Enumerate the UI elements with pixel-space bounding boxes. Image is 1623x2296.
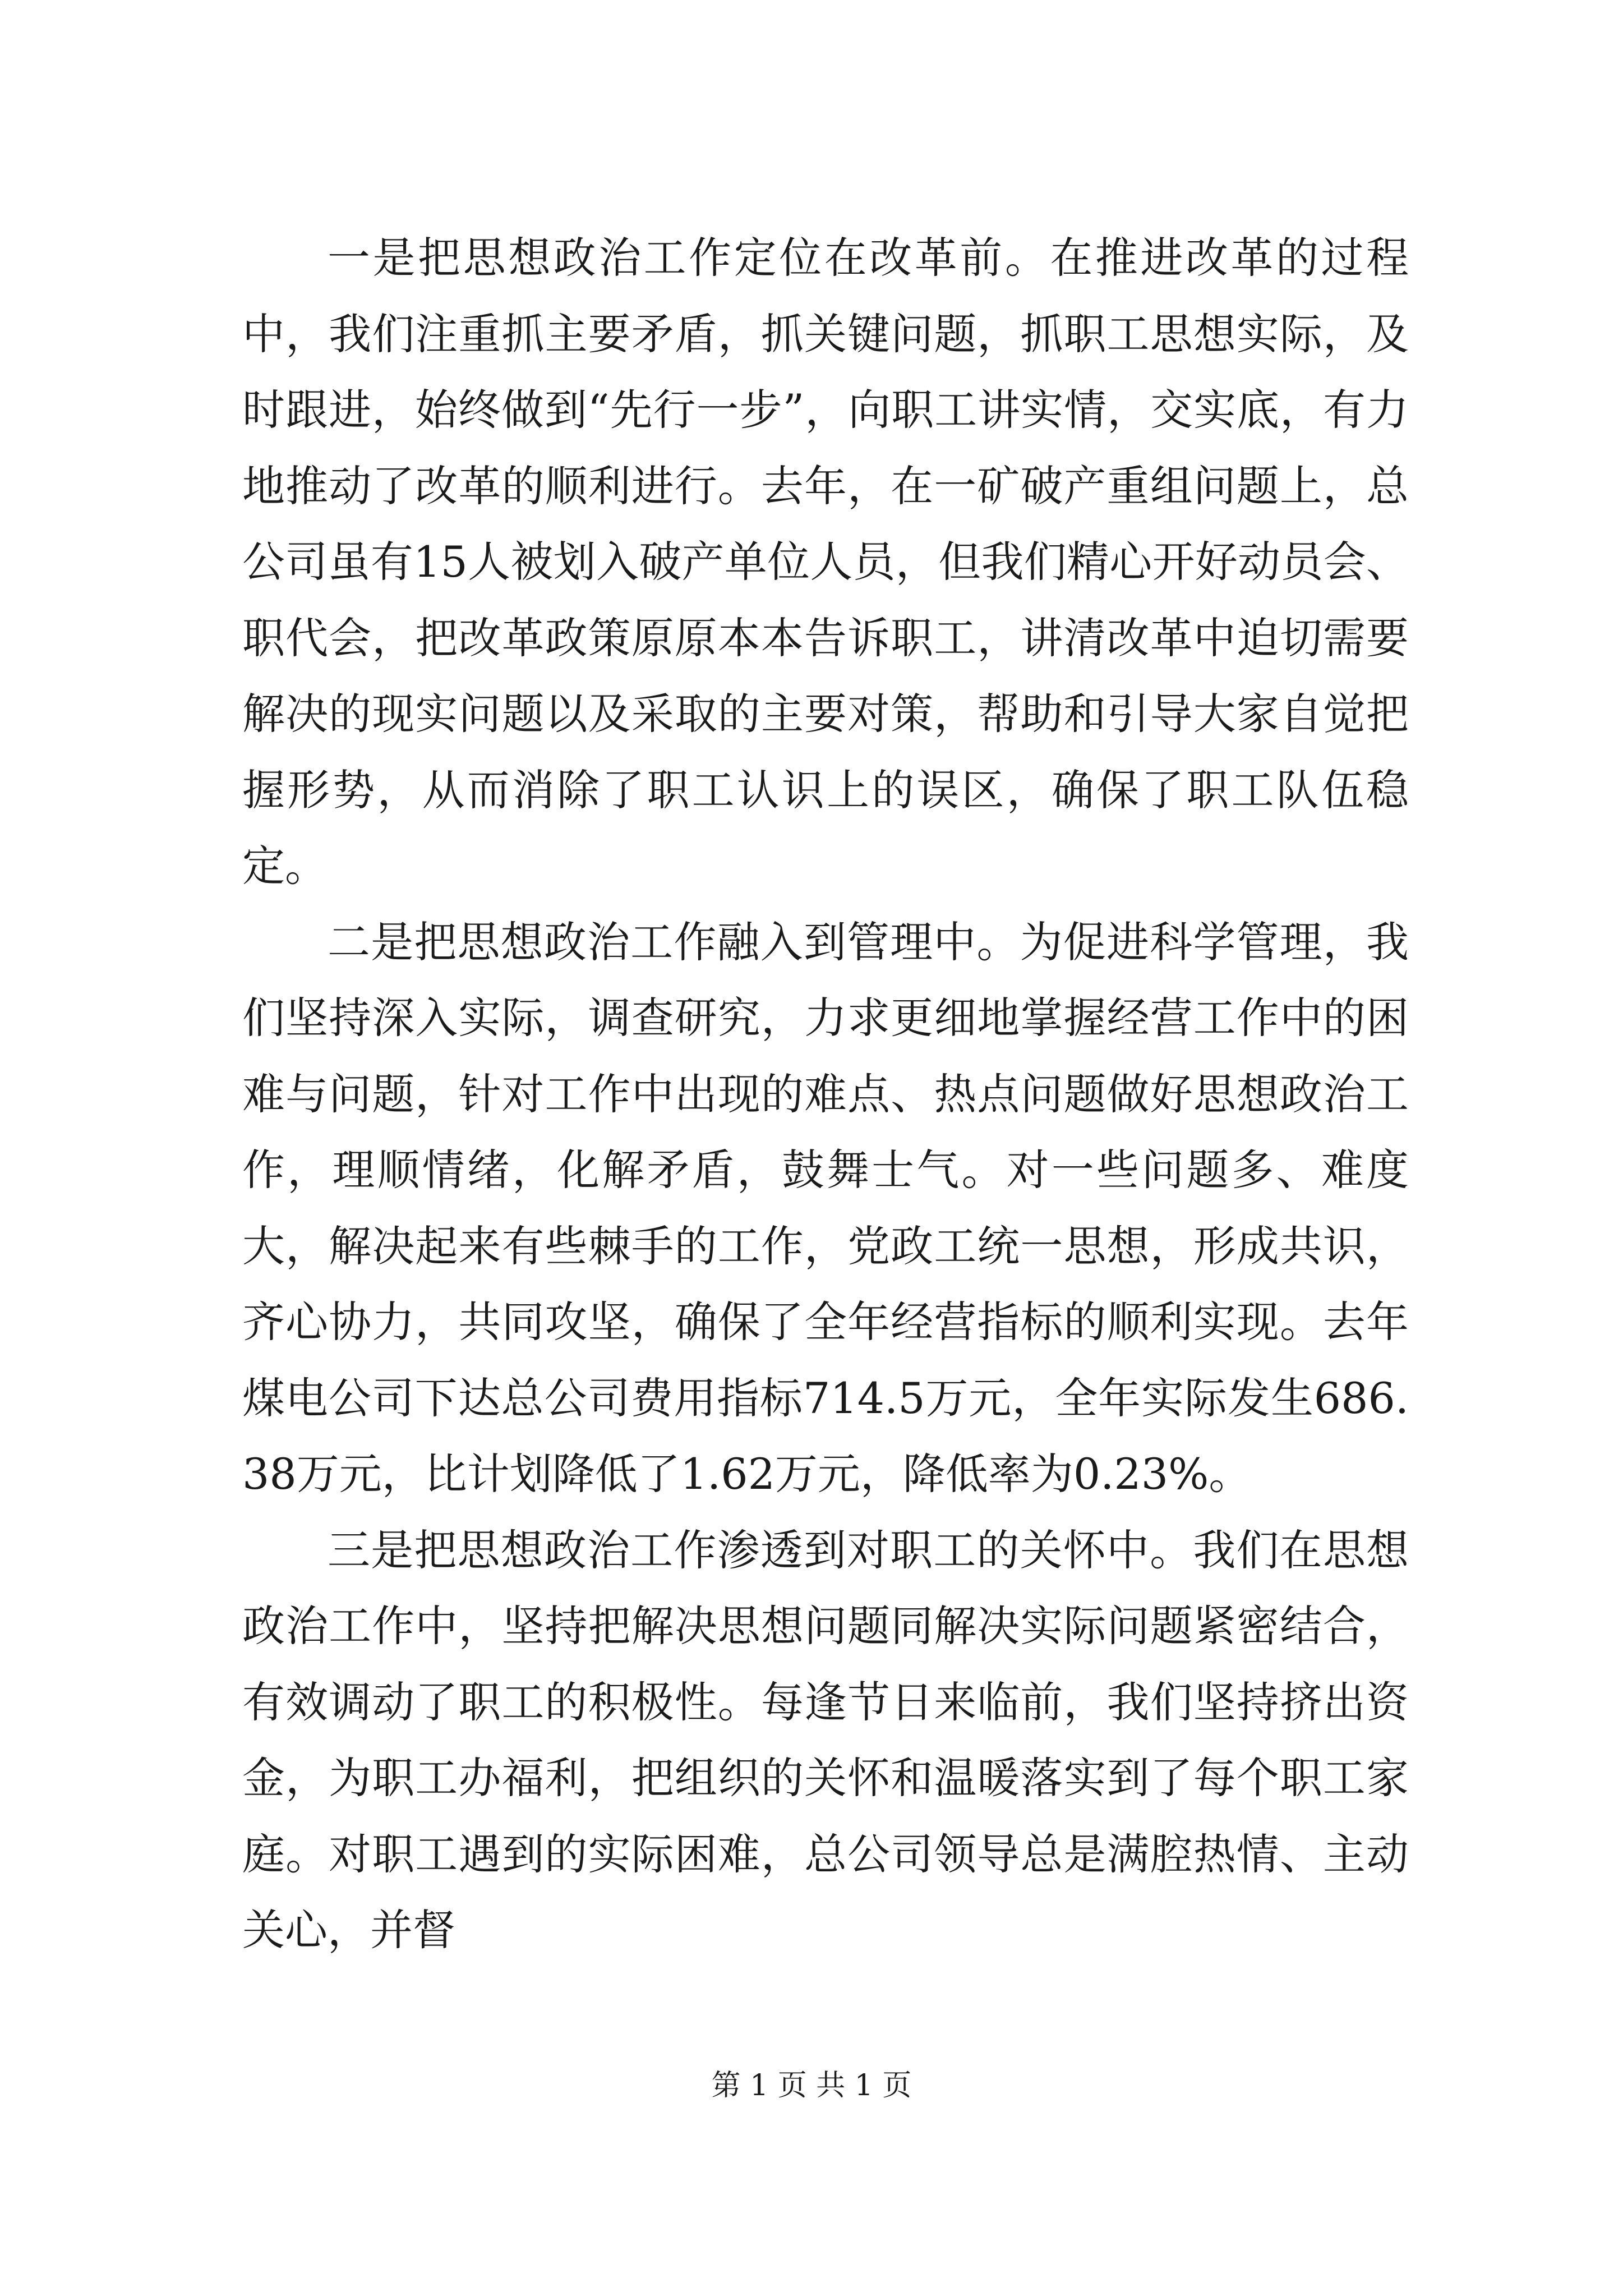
paragraph-2: 二是把思想政治工作融入到管理中。为促进科学管理，我们坚持深入实际，调查研究，力求更细地掌握经营工作中的困难与问题，针对工作中出现的难点、热点问题做好思想政治工作，理顺情绪，化解矛盾，鼓舞士气。对一些问题多、难度大，解决起来有些棘手的工作，党政工统一思想，形成共识，齐心协力，共同攻坚，确保了全年经营指标的顺利实现。去年煤电公司下达总公司费用指标714.5万元，全年实际发生686.38万元，比计划降低了1.62万元，降低率为0.23%。 [242, 917, 1409, 1499]
page-number-footer: 第 1 页 共 1 页 [711, 2069, 912, 2102]
paragraph-1: 一是把思想政治工作定位在改革前。在推进改革的过程中，我们注重抓主要矛盾，抓关键问题，抓职工思想实际，及时跟进，始终做到“先行一步”，向职工讲实情，交实底，有力地推动了改革的顺利进行。去年，在一矿破产重组问题上，总公司虽有15人被划入破产单位人员，但我们精心开好动员会、职代会，把改革政策原原本本告诉职工，讲清改革中迫切需要解决的现实问题以及采取的主要对策，帮助和引导大家自觉把握形势，从而消除了职工认识上的误区，确保了职工队伍稳定。 [242, 233, 1409, 891]
document-body [242, 220, 1409, 1968]
paragraph-3: 三是把思想政治工作渗透到对职工的关怀中。我们在思想政治工作中，坚持把解决思想问题同解决实际问题紧密结合，有效调动了职工的积极性。每逢节日来临前，我们坚持挤出资金，为职工办福利，把组织的关怀和温暖落实到了每个职工家庭。对职工遇到的实际困难，总公司领导总是满腔热情、主动关心，并督 [242, 1525, 1409, 1955]
